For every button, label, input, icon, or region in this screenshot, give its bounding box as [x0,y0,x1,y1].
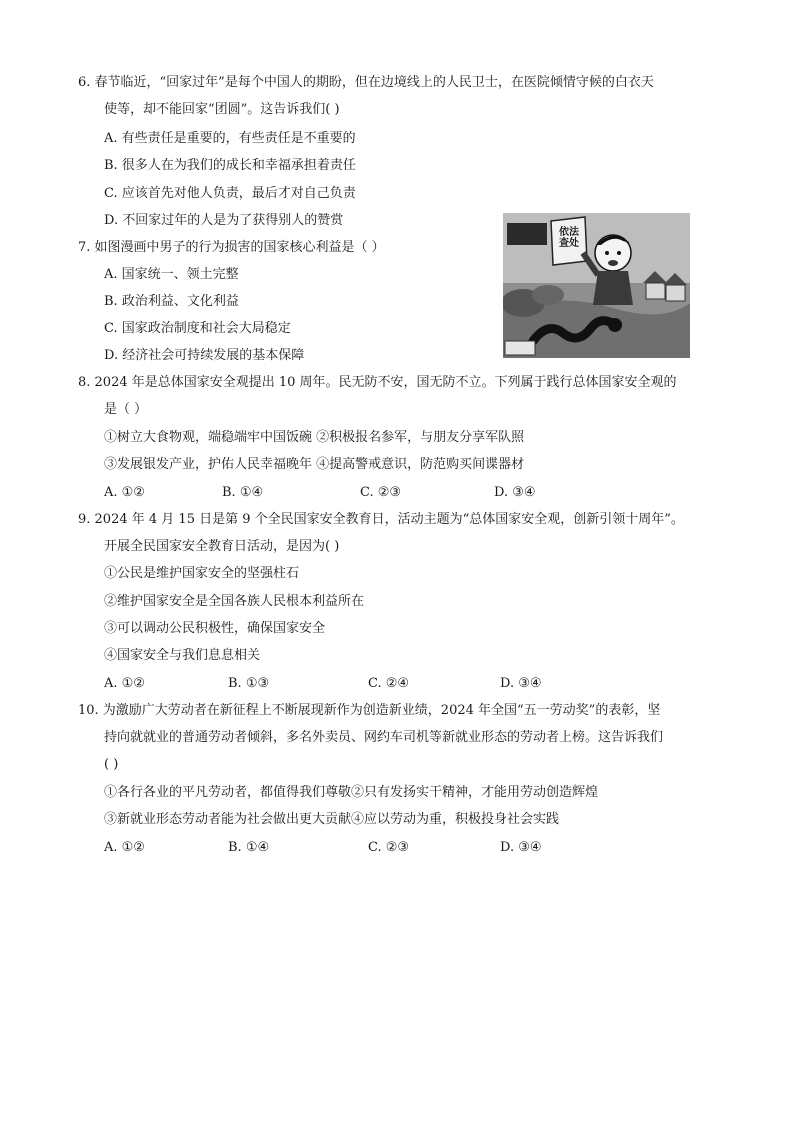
q7-option-d: D. 经济社会可持续发展的基本保障 [104,348,305,363]
q9-choice-a: A. ①② [104,676,145,691]
cartoon-illustration [503,213,690,358]
q8-choice-b: B. ①④ [222,485,264,500]
q6-stem-line2: 使等，却不能回家“团圆”。这告诉我们( ) [104,102,340,117]
cartoon-label-box [505,341,535,355]
cartoon-sign-text: 依法查处 [559,227,579,249]
q10-stem-line3: ( ) [104,757,119,772]
cartoon-house-1 [646,283,665,299]
q10-stem-line2: 持向就就业的普通劳动者倾斜，多名外卖员、网约车司机等新就业形态的劳动者上榜。这告诉我们 [104,730,664,745]
q8-statement-line2: ③发展银发产业，护佑人民幸福晚年 ④提高警戒意识，防范购买间谍器材 [104,457,525,472]
cartoon-bush-2 [532,285,564,305]
cartoon-house-2 [666,285,685,301]
q9-stem-line2: 开展全民国家安全教育日活动，是因为( ) [104,539,340,554]
cartoon-man-eye-left [605,251,609,255]
q6-option-d: D. 不回家过年的人是为了获得别人的赞赏 [104,213,344,228]
q9-choice-c: C. ②④ [368,676,410,691]
q6-option-b: B. 很多人在为我们的成长和幸福承担着责任 [104,158,356,173]
q10-choice-b: B. ①④ [228,840,270,855]
q10-choice-a: A. ①② [104,840,145,855]
q8-choice-a: A. ①② [104,485,145,500]
q10-choice-d: D. ③④ [500,840,542,855]
q10-statement-line2: ③新就业形态劳动者能为社会做出更大贡献④应以劳动为重，积极投身社会实践 [104,812,560,827]
q6-option-a: A. 有些责任是重要的，有些责任是不重要的 [104,131,356,146]
q7-option-b: B. 政治利益、文化利益 [104,294,239,309]
q9-statement-3: ③可以调动公民积极性，确保国家安全 [104,621,326,636]
q9-choices [104,675,704,693]
cartoon-snake-head [608,318,622,332]
q9-choice-b: B. ①③ [228,676,270,691]
q9-choice-d: D. ③④ [500,676,542,691]
q9-statement-2: ②维护国家安全是全国各族人民根本利益所在 [104,594,365,609]
q9-stem-line1: 9. 2024 年 4 月 15 日是第 9 个全民国家安全教育日，活动主题为“总体国家安全观，创新引领十周年”。 [78,512,684,527]
q8-stem-line2: 是（ ） [104,402,148,417]
cartoon-man-eye-right [617,251,621,255]
cartoon-man-mouth [608,260,618,266]
q6-stem-line1: 6. 春节临近，“回家过年”是每个中国人的期盼，但在边境线上的人民卫士，在医院倾情守候的白衣天 [78,75,654,90]
q8-statement-line1: ①树立大食物观，端稳端牢中国饭碗 ②积极报名参军，与朋友分享军队照 [104,430,525,445]
q8-choice-c: C. ②③ [360,485,402,500]
q10-stem-line1: 10. 为激励广大劳动者在新征程上不断展现新作为创造新业绩，2024 年全国“五一劳动奖”的表彰，坚 [78,703,661,718]
q8-stem-line1: 8. 2024 年是总体国家安全观提出 10 周年。民无防不安，国无防不立。下列属于践行总体国家安全观的 [78,375,677,390]
q7-option-c: C. 国家政治制度和社会大局稳定 [104,321,291,336]
cartoon-banner [507,223,547,245]
q9-statement-1: ①公民是维护国家安全的坚强柱石 [104,566,300,581]
q10-choices [104,839,704,857]
q6-option-c: C. 应该首先对他人负责，最后才对自己负责 [104,186,356,201]
q8-choices [104,484,704,502]
q9-statement-4: ④国家安全与我们息息相关 [104,648,261,663]
cartoon-man-body [593,271,633,305]
q7-stem-line1: 7. 如图漫画中男子的行为损害的国家核心利益是（ ） [78,240,385,255]
q7-option-a: A. 国家统一、领土完整 [104,267,239,282]
q10-statement-line1: ①各行各业的平凡劳动者，都值得我们尊敬②只有发扬实干精神，才能用劳动创造辉煌 [104,785,599,800]
q10-choice-c: C. ②③ [368,840,410,855]
q8-choice-d: D. ③④ [494,485,536,500]
cartoon-drawing [503,213,690,358]
